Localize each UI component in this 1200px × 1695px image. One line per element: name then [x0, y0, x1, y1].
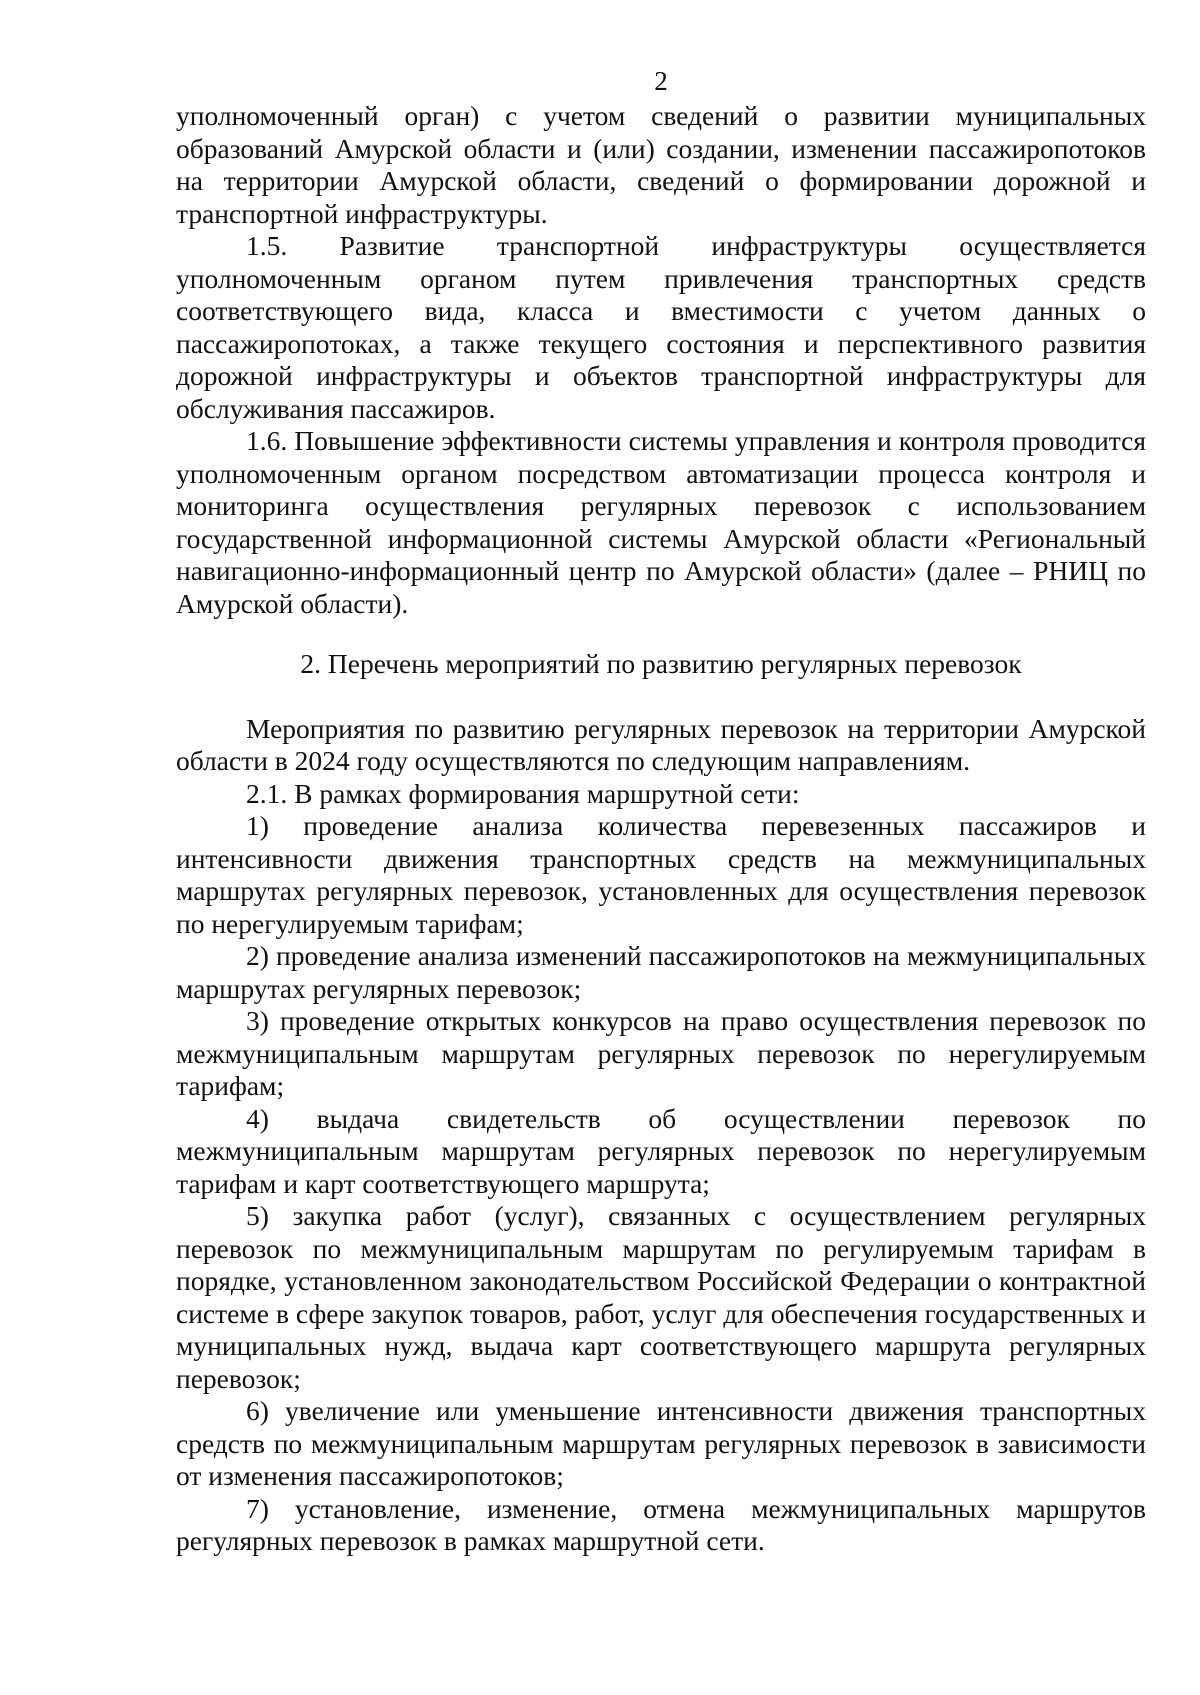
list-item-3: 3) проведение открытых конкурсов на право осуществления перевозок по межмуниципальным маршрутам регулярных перевозок по нерегулируемым тарифам; — [176, 1005, 1146, 1101]
document-page — [176, 66, 1146, 1558]
paragraph-2-1: 2.1. В рамках формирования маршрутной сети: — [246, 777, 800, 809]
list-item-4: 4) выдача свидетельств об осуществлении перевозок по межмуниципальным маршрутам регулярных перевозок по нерегулируемым тарифам и карт соответствующего маршрута; — [176, 1102, 1146, 1199]
list-item-5: 5) закупка работ (услуг), связанных с осуществлением регулярных перевозок по межмуниципальным маршрутам по регулируемым тарифам в порядке, установленном законодательством Российской Федерации о контрактной системе в сфере закупок товаров, работ, услуг для обеспечения государственных и муниципальных нужд, выдача карт соответствующего маршрута регулярных перевозок; — [176, 1200, 1146, 1394]
section-2-heading: 2. Перечень мероприятий по развитию регулярных перевозок — [300, 648, 1022, 679]
list-item-2: 2) проведение анализа изменений пассажиропотоков на межмуниципальных маршрутах регулярных перевозок; — [176, 940, 1146, 1004]
list-item-1: 1) проведение анализа количества перевезенных пассажиров и интенсивности движения транспортных средств на межмуниципальных маршрутах регулярных перевозок, установленных для осуществления перевозок по нерегулируемым тарифам; — [176, 810, 1146, 939]
list-item-7: 7) установление, изменение, отмена межмуниципальных маршрутов регулярных перевозок в рамках маршрутной сети. — [176, 1492, 1146, 1556]
paragraph-1-4-continuation: уполномоченный орган) с учетом сведений о развитии муниципальных образований Амурской области и (или) создании, изменении пассажиропотоков на территории Амурской области, сведений о формировании дорожной и транспортной инфраструктуры. — [176, 100, 1146, 229]
paragraph-section-2-intro: Мероприятия по развитию регулярных перевозок на территории Амурской области в 2024 году осуществляются по следующим направлениям. — [176, 712, 1146, 776]
paragraph-1-5: 1.5. Развитие транспортной инфраструктуры осуществляется уполномоченным органом путем привлечения транспортных средств соответствующего вида, класса и вместимости с учетом данных о пассажиропотоках, а также текущего состояния и перспективного развития дорожной инфраструктуры и объектов транспортной инфраструктуры для обслуживания пассажиров. — [176, 230, 1146, 424]
paragraph-1-6: 1.6. Повышение эффективности системы управления и контроля проводится уполномоченным органом посредством автоматизации процесса контроля и мониторинга осуществления регулярных перевозок с использованием государственной информационной системы Амурской области «Региональный навигационно-информационный центр по Амурской области» (далее – РНИЦ по Амурской области). — [176, 425, 1146, 619]
list-item-6: 6) увеличение или уменьшение интенсивности движения транспортных средств по межмуниципальным маршрутам регулярных перевозок в зависимости от изменения пассажиропотоков; — [176, 1395, 1146, 1491]
page-number: 2 — [654, 66, 668, 96]
